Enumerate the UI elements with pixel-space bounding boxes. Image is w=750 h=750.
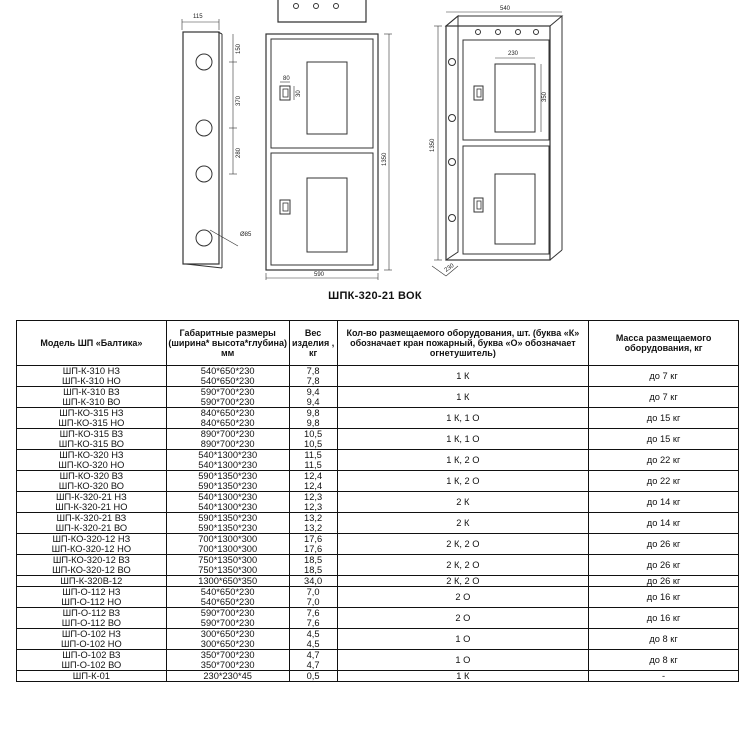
model-cell-line: ШП-КО-320-12 ВЗ bbox=[52, 555, 130, 565]
table-row bbox=[17, 671, 739, 682]
model-cell-line: ШП-О-112 НЗ bbox=[62, 587, 121, 597]
equipment-mass-cell: до 14 кг bbox=[589, 513, 739, 534]
weight-cell-line: 7,6 bbox=[306, 608, 320, 618]
equipment-cell: 2 О bbox=[337, 608, 589, 629]
table-row bbox=[17, 450, 739, 471]
weight-cell bbox=[289, 629, 337, 650]
equipment-mass-cell: до 8 кг bbox=[589, 650, 739, 671]
weight-cell-line: 4,5 bbox=[306, 629, 320, 639]
model-cell-line: ШП-К-320-21 НЗ bbox=[56, 492, 127, 502]
table-row bbox=[17, 587, 739, 608]
model-cell-line: ШП-КО-320-12 ВО bbox=[52, 565, 131, 575]
weight-cell-line: 34,0 bbox=[304, 576, 323, 586]
weight-cell bbox=[289, 608, 337, 629]
header-equipment: Кол-во размещаемого оборудования, шт. (буква «К» обозначает кран пожарный, буква «О» обозначает огнетушитель) bbox=[337, 321, 589, 366]
front-dim-30: 30 bbox=[296, 90, 302, 97]
weight-cell-line: 7,0 bbox=[306, 587, 320, 597]
weight-cell-line: 10,5 bbox=[304, 439, 323, 449]
front-view bbox=[266, 34, 392, 280]
model-cell-line: ШП-КО-315 ВО bbox=[58, 439, 124, 449]
weight-cell-line: 17,6 bbox=[304, 534, 323, 544]
weight-cell-line: 9,8 bbox=[306, 418, 320, 428]
side-dim-280: 280 bbox=[236, 147, 242, 158]
equipment-cell: 1 К, 2 О bbox=[337, 450, 589, 471]
model-cell bbox=[17, 387, 167, 408]
dimensions-cell-line: 590*700*230 bbox=[200, 387, 255, 397]
dimensions-cell-line: 300*650*230 bbox=[200, 639, 255, 649]
model-cell bbox=[17, 650, 167, 671]
model-cell bbox=[17, 555, 167, 576]
side-dim-370: 370 bbox=[236, 95, 242, 106]
weight-cell bbox=[289, 471, 337, 492]
dimensions-cell-line: 540*650*230 bbox=[200, 366, 255, 376]
dimensions-cell-line: 750*1350*300 bbox=[198, 555, 258, 565]
weight-cell-line: 12,3 bbox=[304, 502, 323, 512]
dimensions-cell-line: 540*1300*230 bbox=[198, 460, 258, 470]
weight-cell-line: 4,5 bbox=[306, 639, 320, 649]
weight-cell bbox=[289, 650, 337, 671]
equipment-mass-cell: до 15 кг bbox=[589, 408, 739, 429]
side-dim-top: 115 bbox=[193, 14, 203, 20]
weight-cell-line: 13,2 bbox=[304, 523, 323, 533]
model-cell-line: ШП-КО-320 ВО bbox=[58, 481, 124, 491]
equipment-mass-cell: до 22 кг bbox=[589, 450, 739, 471]
specification-table bbox=[16, 320, 739, 682]
header-weight: Вес изделия , кг bbox=[289, 321, 337, 366]
dimensions-cell bbox=[166, 555, 289, 576]
weight-cell bbox=[289, 513, 337, 534]
model-cell bbox=[17, 513, 167, 534]
dimensions-cell bbox=[166, 429, 289, 450]
dimensions-cell bbox=[166, 513, 289, 534]
dimensions-cell-line: 540*650*230 bbox=[200, 376, 255, 386]
table-row bbox=[17, 513, 739, 534]
model-cell bbox=[17, 471, 167, 492]
dimensions-cell bbox=[166, 534, 289, 555]
model-cell-line: ШП-КО-315 НО bbox=[58, 418, 125, 428]
header-dimensions: Габаритные размеры (ширина* высота*глубина) мм bbox=[166, 321, 289, 366]
iso-view bbox=[432, 12, 562, 276]
model-cell bbox=[17, 534, 167, 555]
dimensions-cell-line: 590*1350*230 bbox=[198, 471, 258, 481]
dimensions-cell bbox=[166, 629, 289, 650]
iso-dim-height: 1350 bbox=[430, 138, 436, 152]
weight-cell-line: 11,5 bbox=[304, 450, 322, 460]
dimensions-cell bbox=[166, 576, 289, 587]
model-cell-line: ШП-К-320В-12 bbox=[60, 576, 123, 586]
equipment-mass-cell: до 8 кг bbox=[589, 629, 739, 650]
model-cell-line: ШП-К-01 bbox=[72, 671, 110, 681]
weight-cell-line: 9,4 bbox=[306, 387, 320, 397]
weight-cell bbox=[289, 429, 337, 450]
model-cell-line: ШП-КО-320-12 НО bbox=[51, 544, 132, 554]
model-cell-line: ШП-О-112 ВО bbox=[61, 618, 121, 628]
table-row bbox=[17, 555, 739, 576]
weight-cell-line: 0,5 bbox=[306, 671, 320, 681]
table-header-row bbox=[17, 321, 739, 366]
dimensions-cell-line: 590*700*230 bbox=[200, 397, 255, 407]
model-cell-line: ШП-КО-320 НЗ bbox=[59, 450, 124, 460]
equipment-mass-cell: до 7 кг bbox=[589, 387, 739, 408]
table-row bbox=[17, 366, 739, 387]
weight-cell-line: 7,8 bbox=[306, 376, 320, 386]
equipment-cell: 1 К bbox=[337, 366, 589, 387]
equipment-mass-cell: до 15 кг bbox=[589, 429, 739, 450]
equipment-cell: 1 К, 1 О bbox=[337, 408, 589, 429]
equipment-cell: 2 К, 2 О bbox=[337, 555, 589, 576]
model-cell bbox=[17, 576, 167, 587]
header-model: Модель ШП «Балтика» bbox=[17, 321, 167, 366]
equipment-mass-cell: до 22 кг bbox=[589, 471, 739, 492]
dimensions-cell-line: 590*1350*230 bbox=[198, 513, 258, 523]
dimensions-cell bbox=[166, 587, 289, 608]
model-cell-line: ШП-КО-315 ВЗ bbox=[59, 429, 124, 439]
model-cell bbox=[17, 608, 167, 629]
model-cell-line: ШП-К-310 НО bbox=[61, 376, 121, 386]
iso-dim-230-top: 230 bbox=[508, 51, 519, 57]
dimensions-cell-line: 540*1300*230 bbox=[198, 502, 258, 512]
equipment-mass-cell: до 14 кг bbox=[589, 492, 739, 513]
weight-cell bbox=[289, 450, 337, 471]
equipment-cell: 1 О bbox=[337, 629, 589, 650]
weight-cell bbox=[289, 671, 337, 682]
equipment-cell: 1 О bbox=[337, 650, 589, 671]
weight-cell-line: 9,8 bbox=[306, 408, 320, 418]
equipment-cell: 2 К bbox=[337, 513, 589, 534]
equipment-cell: 2 К bbox=[337, 492, 589, 513]
model-cell-line: ШП-О-102 ВО bbox=[61, 660, 122, 670]
table-row bbox=[17, 608, 739, 629]
weight-cell-line: 10,5 bbox=[304, 429, 323, 439]
weight-cell bbox=[289, 492, 337, 513]
table-row bbox=[17, 576, 739, 587]
weight-cell-line: 13,2 bbox=[304, 513, 323, 523]
technical-drawing bbox=[0, 0, 750, 280]
model-cell-line: ШП-О-102 НЗ bbox=[61, 629, 121, 639]
dimensions-cell bbox=[166, 608, 289, 629]
weight-cell bbox=[289, 366, 337, 387]
weight-cell-line: 4,7 bbox=[306, 650, 320, 660]
dimensions-cell-line: 590*700*230 bbox=[200, 618, 255, 628]
weight-cell-line: 9,4 bbox=[306, 397, 320, 407]
table-row bbox=[17, 650, 739, 671]
model-cell-line: ШП-О-112 ВЗ bbox=[62, 608, 121, 618]
weight-cell-line: 7,8 bbox=[306, 366, 320, 376]
dimensions-cell-line: 750*1350*300 bbox=[198, 565, 258, 575]
dimensions-cell-line: 700*1300*300 bbox=[198, 544, 258, 554]
weight-cell-line: 17,6 bbox=[304, 544, 323, 554]
weight-cell bbox=[289, 387, 337, 408]
dimensions-cell-line: 540*650*230 bbox=[200, 597, 255, 607]
weight-cell-line: 4,7 bbox=[306, 660, 320, 670]
model-cell-line: ШП-К-320-21 НО bbox=[55, 502, 128, 512]
dimensions-cell-line: 840*650*230 bbox=[200, 418, 255, 428]
model-cell-line: ШП-О-112 НО bbox=[61, 597, 122, 607]
model-cell bbox=[17, 587, 167, 608]
top-view-partial bbox=[278, 0, 366, 22]
equipment-cell: 1 К bbox=[337, 671, 589, 682]
dimensions-cell-line: 540*650*230 bbox=[200, 587, 255, 597]
dimensions-cell-line: 890*700*230 bbox=[200, 429, 255, 439]
equipment-mass-cell: до 26 кг bbox=[589, 534, 739, 555]
weight-cell-line: 7,6 bbox=[306, 618, 320, 628]
model-cell-line: ШП-КО-320 ВЗ bbox=[59, 471, 124, 481]
dimensions-cell-line: 350*700*230 bbox=[200, 660, 255, 670]
iso-dim-350: 350 bbox=[542, 91, 548, 102]
dimensions-cell bbox=[166, 650, 289, 671]
dimensions-cell-line: 590*1350*230 bbox=[198, 523, 258, 533]
dimensions-cell bbox=[166, 492, 289, 513]
equipment-cell: 2 О bbox=[337, 587, 589, 608]
dimensions-cell bbox=[166, 671, 289, 682]
dimensions-cell-line: 590*1350*230 bbox=[198, 481, 258, 491]
dimensions-cell-line: 230*230*45 bbox=[203, 671, 252, 681]
model-cell bbox=[17, 366, 167, 387]
equipment-cell: 1 К, 1 О bbox=[337, 429, 589, 450]
weight-cell-line: 11,5 bbox=[304, 460, 322, 470]
weight-cell bbox=[289, 555, 337, 576]
front-dim-height: 1350 bbox=[382, 152, 388, 166]
dimensions-cell bbox=[166, 408, 289, 429]
model-cell-line: ШП-К-320-21 ВЗ bbox=[56, 513, 127, 523]
equipment-cell: 2 К, 2 О bbox=[337, 576, 589, 587]
model-cell-line: ШП-КО-315 НЗ bbox=[59, 408, 124, 418]
equipment-mass-cell: до 16 кг bbox=[589, 587, 739, 608]
weight-cell-line: 18,5 bbox=[304, 565, 323, 575]
model-cell-line: ШП-КО-320-12 НЗ bbox=[52, 534, 131, 544]
equipment-mass-cell: до 26 кг bbox=[589, 555, 739, 576]
weight-cell bbox=[289, 534, 337, 555]
weight-cell-line: 12,3 bbox=[304, 492, 323, 502]
table-row bbox=[17, 429, 739, 450]
dimensions-cell-line: 590*700*230 bbox=[200, 608, 255, 618]
dimensions-cell-line: 700*1300*300 bbox=[198, 534, 258, 544]
table-row bbox=[17, 629, 739, 650]
side-dim-hole: Ø85 bbox=[240, 232, 252, 238]
dimensions-cell bbox=[166, 450, 289, 471]
equipment-cell: 2 К, 2 О bbox=[337, 534, 589, 555]
model-cell bbox=[17, 492, 167, 513]
model-cell bbox=[17, 671, 167, 682]
dimensions-cell-line: 540*1300*230 bbox=[198, 492, 258, 502]
side-dim-150: 150 bbox=[236, 43, 242, 54]
weight-cell bbox=[289, 587, 337, 608]
equipment-cell: 1 К bbox=[337, 387, 589, 408]
dimensions-cell-line: 540*1300*230 bbox=[198, 450, 258, 460]
model-cell bbox=[17, 408, 167, 429]
weight-cell bbox=[289, 408, 337, 429]
dimensions-cell-line: 1300*650*350 bbox=[198, 576, 258, 586]
table-row bbox=[17, 492, 739, 513]
model-cell-line: ШП-КО-320 НО bbox=[58, 460, 125, 470]
table-row bbox=[17, 408, 739, 429]
side-view bbox=[182, 19, 238, 268]
equipment-mass-cell: до 26 кг bbox=[589, 576, 739, 587]
table-body bbox=[17, 366, 739, 682]
dimensions-cell bbox=[166, 366, 289, 387]
model-cell bbox=[17, 429, 167, 450]
iso-dim-depth: 230 bbox=[443, 262, 456, 274]
equipment-mass-cell: до 16 кг bbox=[589, 608, 739, 629]
model-cell-line: ШП-К-310 ВО bbox=[62, 397, 121, 407]
model-cell bbox=[17, 629, 167, 650]
equipment-mass-cell: - bbox=[589, 671, 739, 682]
model-cell-line: ШП-К-310 ВЗ bbox=[63, 387, 120, 397]
weight-cell-line: 18,5 bbox=[304, 555, 323, 565]
dimensions-cell-line: 300*650*230 bbox=[200, 629, 255, 639]
table-row bbox=[17, 534, 739, 555]
dimensions-cell-line: 840*650*230 bbox=[200, 408, 255, 418]
dimensions-cell-line: 350*700*230 bbox=[200, 650, 255, 660]
dimensions-cell bbox=[166, 471, 289, 492]
model-cell-line: ШП-О-102 ВЗ bbox=[62, 650, 121, 660]
weight-cell-line: 12,4 bbox=[304, 471, 323, 481]
front-dim-80: 80 bbox=[283, 76, 290, 82]
model-cell-line: ШП-К-320-21 ВО bbox=[55, 523, 128, 533]
dimensions-cell bbox=[166, 387, 289, 408]
equipment-mass-cell: до 7 кг bbox=[589, 366, 739, 387]
table-row bbox=[17, 387, 739, 408]
drawing-caption: ШПК-320-21 ВОК bbox=[328, 290, 422, 302]
iso-dim-width: 540 bbox=[500, 6, 511, 12]
dimensions-cell-line: 890*700*230 bbox=[200, 439, 255, 449]
weight-cell-line: 12,4 bbox=[304, 481, 323, 491]
model-cell-line: ШП-К-310 НЗ bbox=[62, 366, 120, 376]
table-row bbox=[17, 471, 739, 492]
equipment-cell: 1 К, 2 О bbox=[337, 471, 589, 492]
front-dim-width: 590 bbox=[314, 272, 325, 278]
weight-cell-line: 7,0 bbox=[306, 597, 320, 607]
header-equipment-mass: Масса размещаемого оборудования, кг bbox=[589, 321, 739, 366]
model-cell-line: ШП-О-102 НО bbox=[61, 639, 122, 649]
weight-cell bbox=[289, 576, 337, 587]
model-cell bbox=[17, 450, 167, 471]
